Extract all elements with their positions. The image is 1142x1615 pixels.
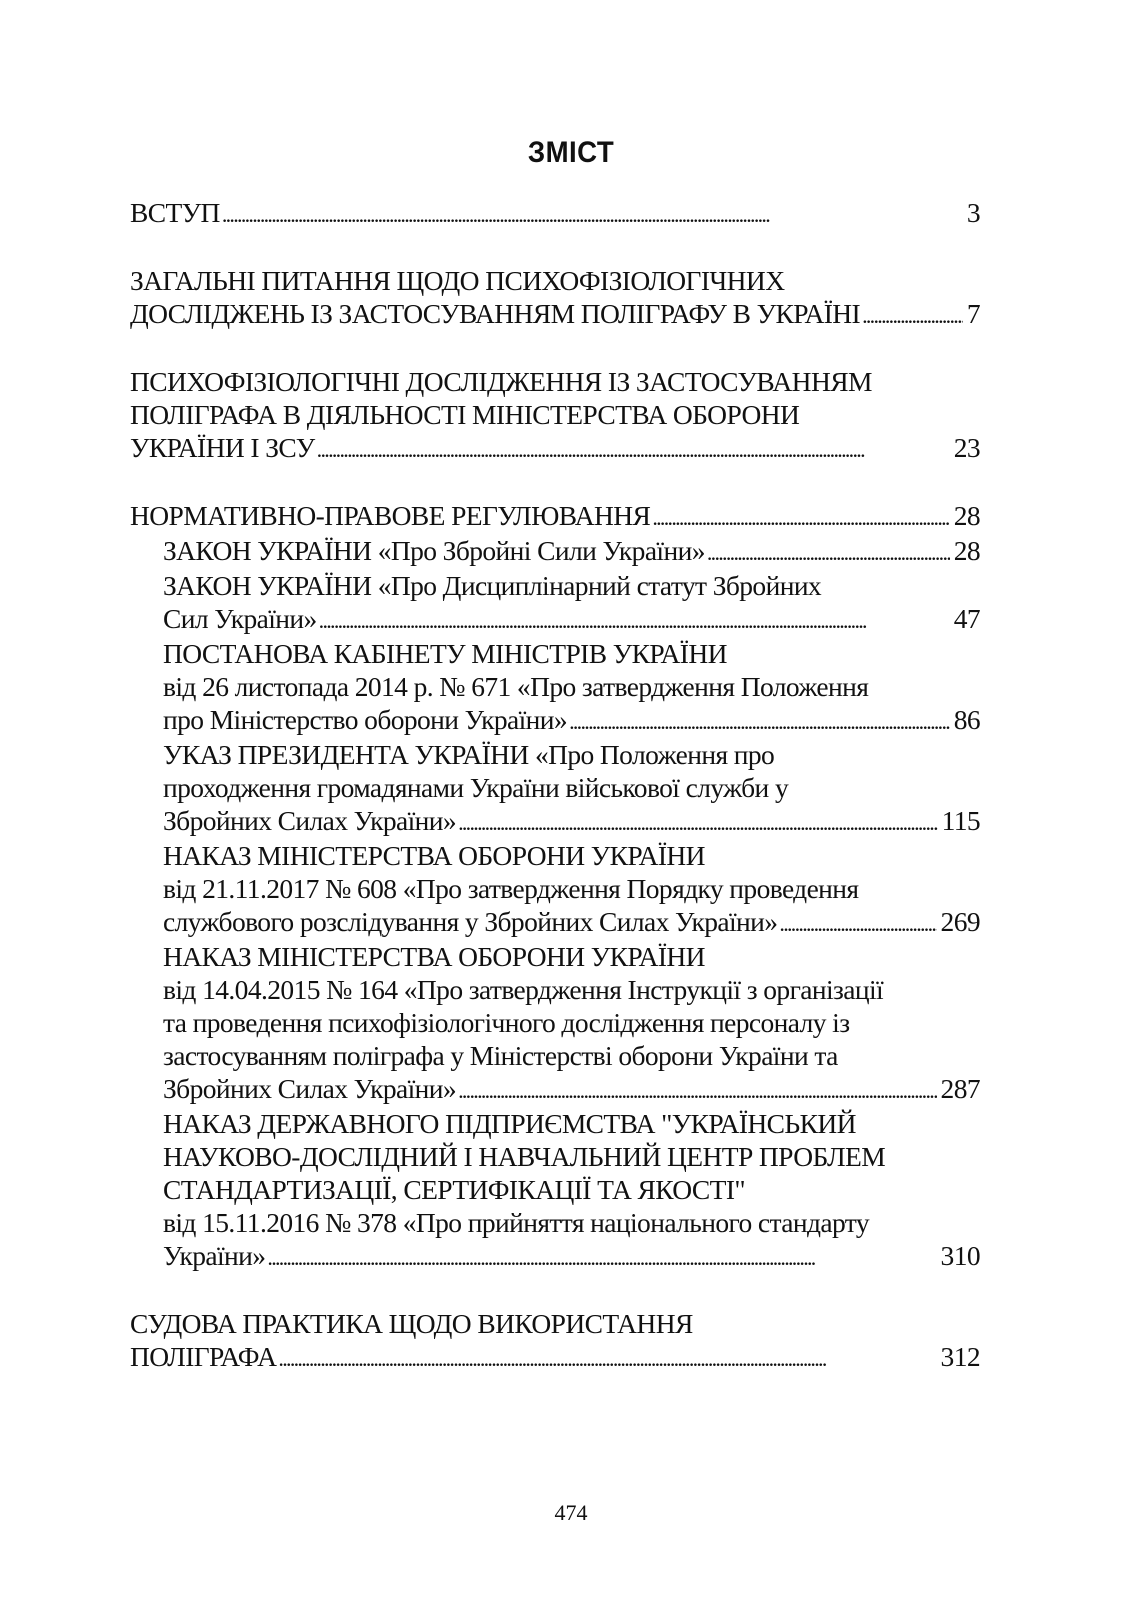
toc-entry-line: ЗАГАЛЬНІ ПИТАННЯ ЩОДО ПСИХОФІЗІОЛОГІЧНИХ [130, 265, 785, 296]
page-number-footer: 474 [554, 1500, 588, 1525]
toc-entry-legal-regulation[interactable] [130, 499, 980, 534]
toc-entry-line: ПСИХОФІЗІОЛОГІЧНІ ДОСЛІДЖЕННЯ ІЗ ЗАСТОСУВАННЯМ [130, 366, 872, 397]
toc-entry-title: про Міністерство оборони України» [163, 704, 568, 735]
toc-entry-last-line [130, 1340, 980, 1375]
toc-entry-court-practice[interactable] [130, 1307, 980, 1375]
toc-entry-last-line [130, 499, 980, 534]
toc-entry-title: Збройних Силах України» [163, 805, 457, 836]
toc-subentry-mod-order-608[interactable] [130, 839, 980, 940]
toc-entry-line: ЗАКОН УКРАЇНИ «Про Дисциплінарний статут Збройних [163, 570, 822, 601]
toc-entry-title: УКРАЇНИ І ЗСУ [130, 432, 315, 463]
toc-entry-last-line [130, 297, 980, 332]
toc-entry-line: СТАНДАРТИЗАЦІЇ, СЕРТИФІКАЦІЇ ТА ЯКОСТІ" [163, 1174, 746, 1205]
toc-entry-title: ЗАКОН УКРАЇНИ «Про Збройні Сили України» [163, 535, 705, 566]
toc-subentry-state-enterprise-order-378[interactable] [130, 1107, 980, 1274]
toc-entry-line: НАУКОВО-ДОСЛІДНИЙ І НАВЧАЛЬНИЙ ЦЕНТР ПРОБЛЕМ [163, 1141, 886, 1172]
toc-entry-last-line [163, 804, 980, 839]
toc-entry-line: СУДОВА ПРАКТИКА ЩОДО ВИКОРИСТАННЯ [130, 1308, 693, 1339]
toc-entry-line: НАКАЗ ДЕРЖАВНОГО ПІДПРИЄМСТВА "УКРАЇНСЬКИЙ [163, 1108, 856, 1139]
toc-entry-last-line [163, 1239, 980, 1274]
toc-entry-line: проходження громадянами України військової служби у [163, 772, 789, 803]
toc-entry-last-line [163, 905, 980, 940]
dot-leader [319, 604, 950, 637]
toc-page-number: 86 [953, 704, 980, 735]
toc-page-number: 23 [953, 432, 980, 463]
toc-subentry-law-disciplinary-statute[interactable] [130, 569, 980, 637]
toc-entry-last-line [163, 703, 980, 738]
toc-page-number: 28 [953, 500, 980, 531]
toc-page-number: 269 [940, 906, 980, 937]
toc-entry-title: НОРМАТИВНО-ПРАВОВЕ РЕГУЛЮВАННЯ [130, 500, 651, 531]
toc-entry-psychophysiological-research[interactable] [130, 365, 980, 466]
toc-entry-line: ПОСТАНОВА КАБІНЕТУ МІНІСТРІВ УКРАЇНИ [163, 638, 727, 669]
dot-leader [458, 806, 938, 839]
toc-entry-line: від 15.11.2016 № 378 «Про прийняття національного стандарту [163, 1207, 869, 1238]
toc-entry-title: Сил України» [163, 603, 317, 634]
dot-leader [458, 1074, 936, 1107]
toc-entry-line: від 26 листопада 2014 р. № 671 «Про затвердження Положення [163, 671, 869, 702]
toc-subentry-mod-order-164[interactable] [130, 940, 980, 1107]
dot-leader [707, 536, 950, 569]
toc-entry-title: Збройних Силах України» [163, 1073, 457, 1104]
toc-entry-last-line [130, 431, 980, 466]
toc-entry-line: УКАЗ ПРЕЗИДЕНТА УКРАЇНИ «Про Положення про [163, 739, 775, 770]
toc-page-number: 287 [940, 1073, 980, 1104]
toc-subentry-presidential-decree[interactable] [130, 738, 980, 839]
toc-subentry-law-armed-forces[interactable] [130, 534, 980, 569]
toc-entry-line: застосуванням поліграфа у Міністерстві оборони України та [163, 1040, 838, 1071]
toc-entry-title: ДОСЛІДЖЕНЬ ІЗ ЗАСТОСУВАННЯМ ПОЛІГРАФУ В УКРАЇНІ [130, 298, 861, 329]
toc-entry-line: ПОЛІГРАФА В ДІЯЛЬНОСТІ МІНІСТЕРСТВА ОБОРОНИ [130, 399, 800, 430]
toc-subentry-cabinet-resolution[interactable] [130, 637, 980, 738]
toc-entry-line: НАКАЗ МІНІСТЕРСТВА ОБОРОНИ УКРАЇНИ [163, 941, 705, 972]
dot-leader [862, 299, 963, 332]
toc-page-number: 3 [966, 197, 980, 228]
toc-entry-line: та проведення психофізіологічного дослідження персоналу із [163, 1007, 850, 1038]
toc-page-number: 7 [966, 298, 980, 329]
toc-entry-title: України» [163, 1240, 266, 1271]
toc-entry-last-line [163, 602, 980, 637]
dot-leader [317, 433, 950, 466]
toc-entry-last-line [163, 1072, 980, 1107]
toc-entry-introduction[interactable] [130, 196, 980, 231]
toc-entry-title: ПОЛІГРАФА [130, 1341, 277, 1372]
toc-entry-line: НАКАЗ МІНІСТЕРСТВА ОБОРОНИ УКРАЇНИ [163, 840, 705, 871]
dot-leader [779, 907, 936, 940]
toc-entry-line: від 14.04.2015 № 164 «Про затвердження Інструкції з організації [163, 974, 884, 1005]
dot-leader [267, 1241, 936, 1274]
dot-leader [278, 1342, 936, 1375]
toc-page-number: 312 [940, 1341, 980, 1372]
toc-entry-title: ВСТУП [130, 197, 220, 228]
toc-entry-title: службового розслідування у Збройних Силах України» [163, 906, 778, 937]
toc-entry-line: від 21.11.2017 № 608 «Про затвердження Порядку проведення [163, 873, 859, 904]
toc-page-number: 28 [953, 535, 980, 566]
dot-leader [569, 705, 950, 738]
toc-page-number: 47 [953, 603, 980, 634]
toc-page-number: 310 [940, 1240, 980, 1271]
toc-page-number: 115 [941, 805, 980, 836]
toc-entry-last-line [130, 196, 980, 231]
page-title: ЗМІСТ [527, 136, 615, 169]
toc-entry-general-issues[interactable] [130, 264, 980, 332]
table-of-contents [130, 196, 980, 1375]
dot-leader [652, 501, 949, 534]
dot-leader [222, 198, 963, 231]
toc-entry-last-line [163, 534, 980, 569]
